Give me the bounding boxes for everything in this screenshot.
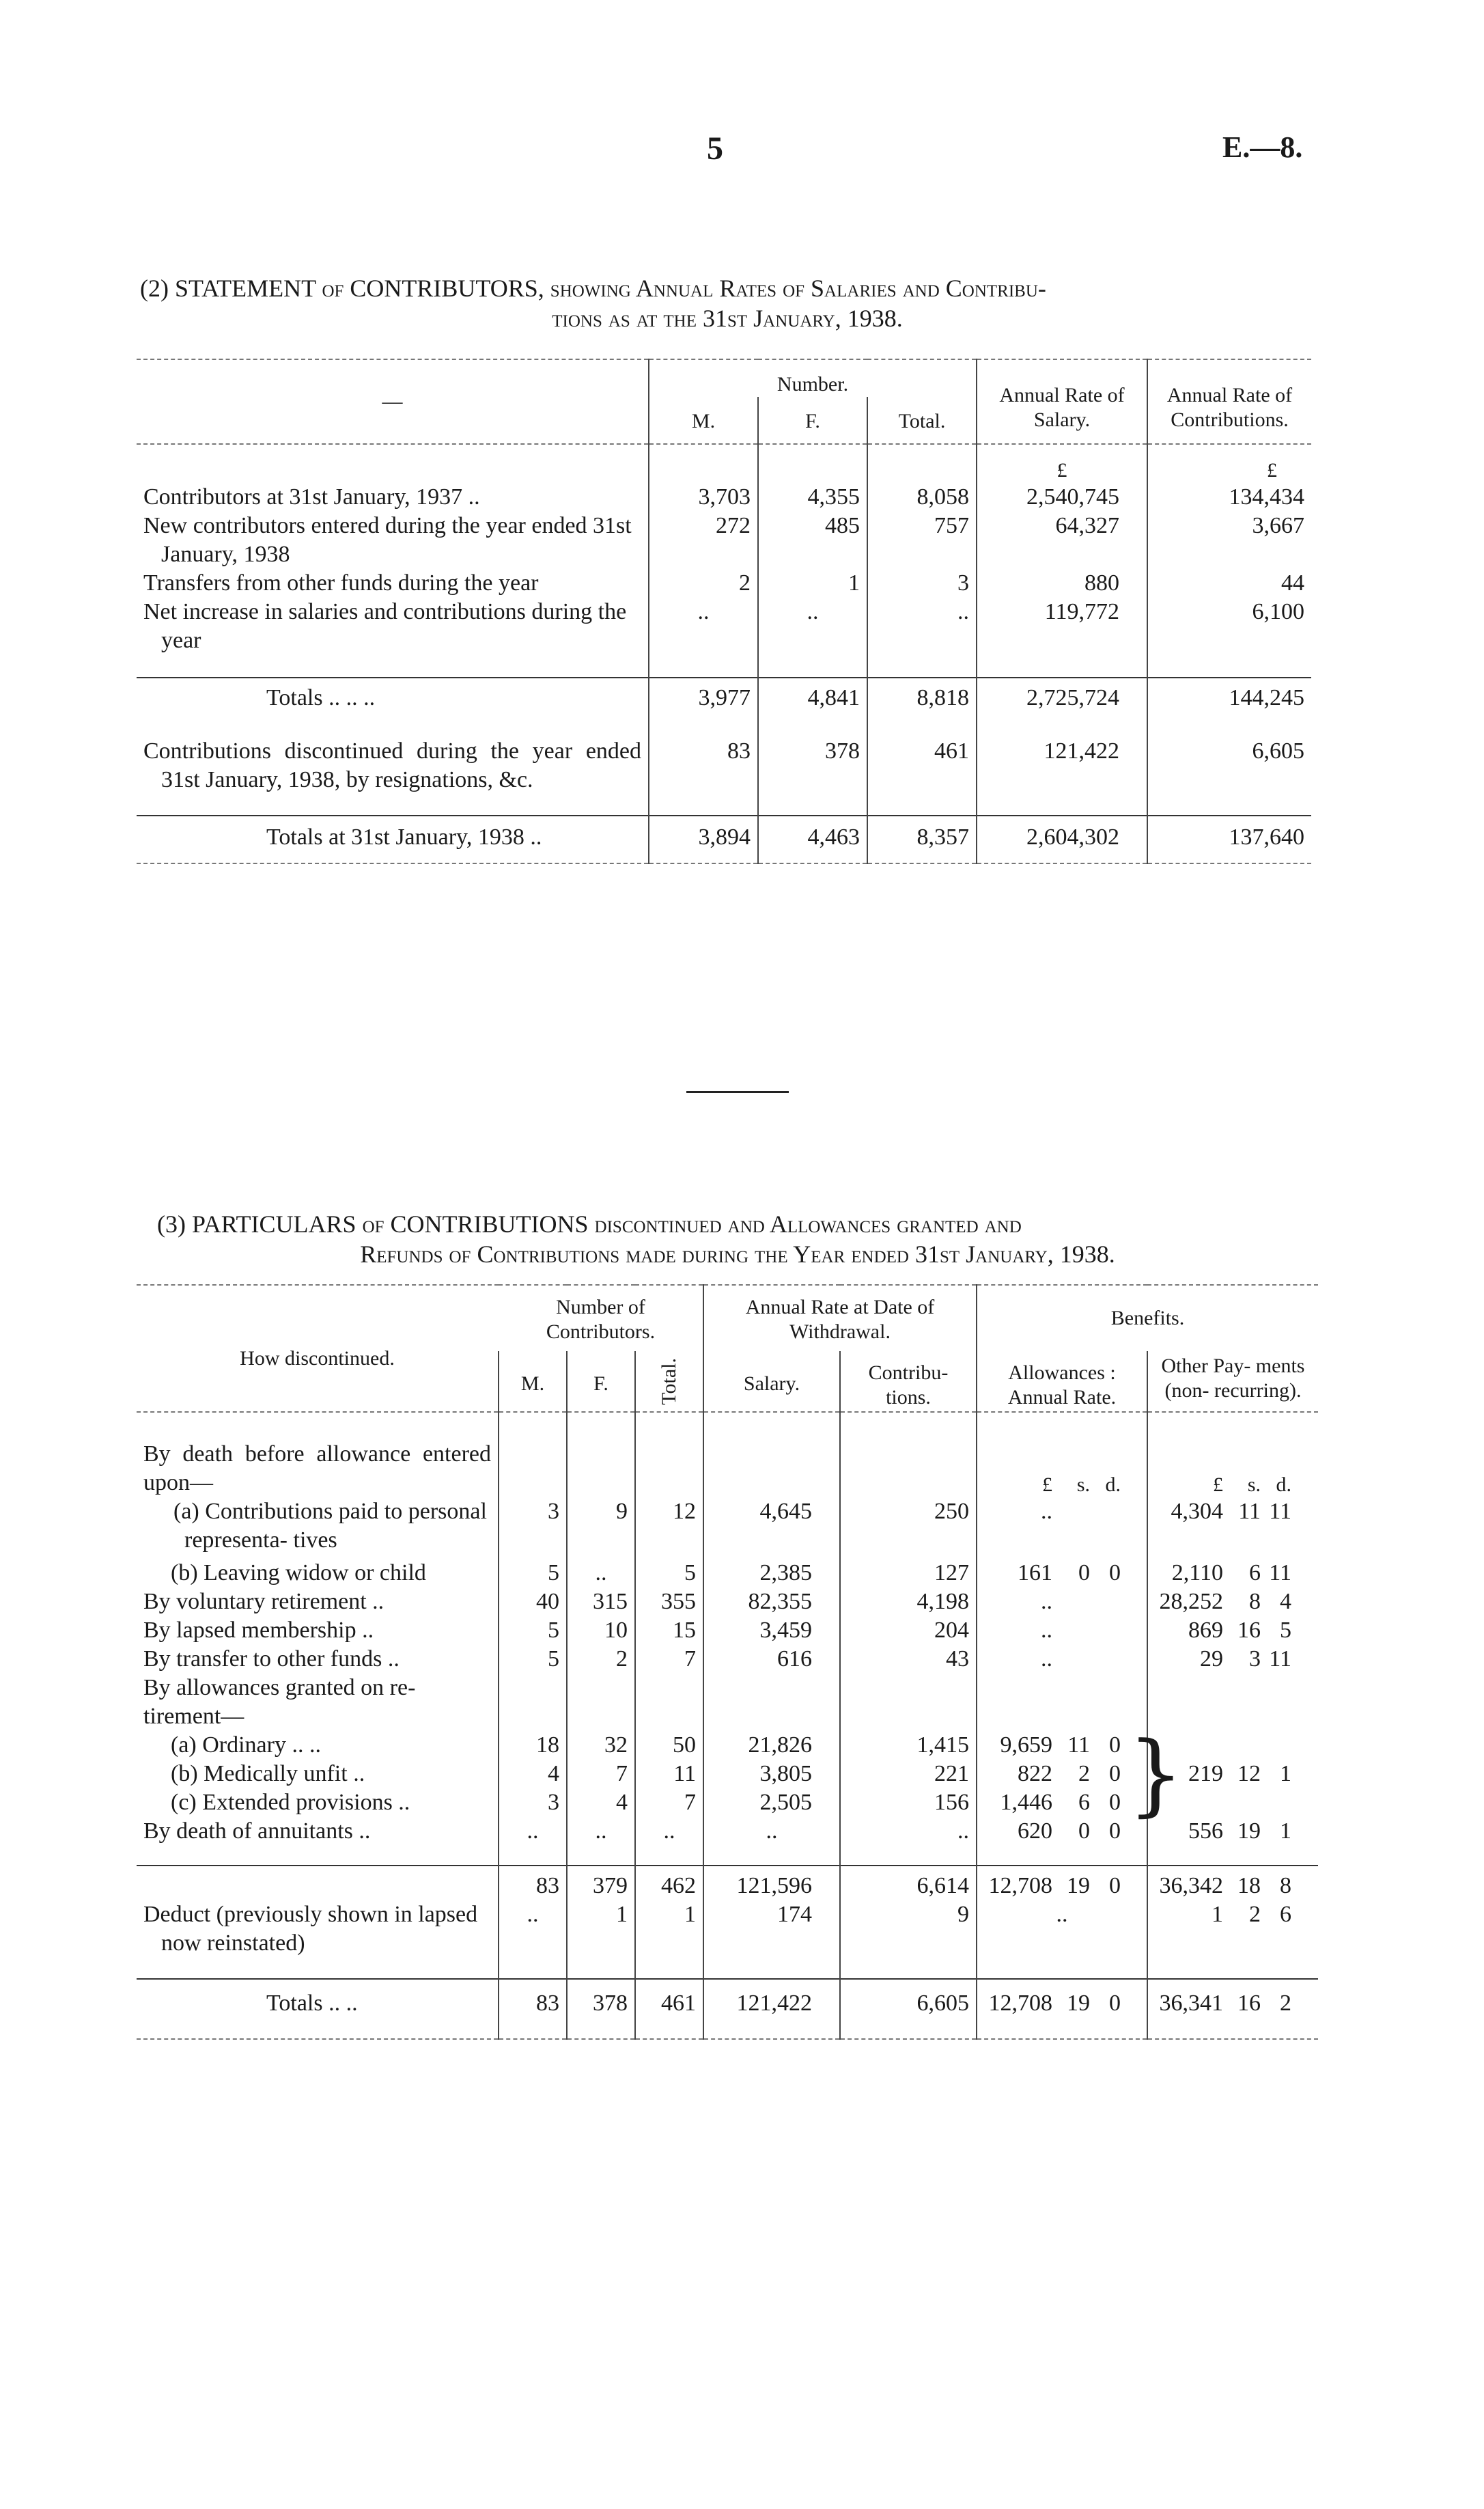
cell-contrib: 204 [840,1616,977,1645]
cell-total: 15 [635,1616,703,1645]
table-row [137,1588,1318,1616]
row-label: (a) Contributions paid to personal representa- tives [173,1498,487,1553]
header-how: How discontinued. [240,1346,395,1370]
cell-allowance [977,1866,1147,1900]
amount-pounds: .. [1041,1498,1052,1524]
cell-allowance [977,1788,1147,1817]
pound-sign: £ [1042,1473,1052,1496]
cell-other [1147,1616,1318,1645]
cell-m: .. [649,598,758,655]
cell-contrib: 1,415 [840,1731,977,1760]
cell-contrib: 6,605 [840,1979,977,2039]
cell-total: 50 [635,1731,703,1760]
amount-pounds: 822 [1018,1760,1052,1786]
table-row-totals [137,1979,1318,2039]
cell-f: 9 [567,1497,635,1555]
header-f: F. [567,1351,635,1412]
cell-salary: 2,725,724 [977,678,1147,712]
row-label: Deduct (previously shown in lapsed now reinstated) [143,1901,478,1956]
cell-allowance: .. [977,1900,1147,1979]
amount-pounds: 1,446 [1000,1789,1052,1815]
cell-contrib: 43 [840,1645,977,1674]
table-row [137,569,1311,598]
row-label: (b) Leaving widow or child [171,1560,426,1585]
table-row [137,512,1311,569]
amount-pounds: 219 [1188,1760,1223,1786]
amount-shillings: 2 [1249,1901,1261,1927]
cell-total: 7 [635,1645,703,1674]
pence-sign: d. [1276,1473,1291,1496]
cell-salary: 880 [977,569,1147,598]
row-label: Contributions discontinued during the year ended 31st January, 1938, by resignations, &c. [143,738,641,792]
cell-other [1147,1555,1318,1588]
cell-salary: 121,422 [703,1979,840,2039]
table-row [137,1616,1318,1645]
cell-f: 32 [567,1731,635,1760]
cell-total: .. [867,598,977,655]
statement-title [140,273,1315,333]
header-other: Other Pay- ments (non- recurring). [1147,1351,1318,1412]
cell-f: 10 [567,1616,635,1645]
cell-total: 8,058 [867,483,977,512]
header-number: Number of Contributors. [546,1296,656,1343]
row-label: By transfer to other funds .. [143,1646,400,1672]
amount-pence: 1 [1280,1818,1291,1844]
cell-salary: 2,505 [703,1788,840,1817]
title-part: (2) STATEMENT [140,275,316,302]
cell-salary: 121,596 [703,1866,840,1900]
amount-pounds: 12,708 [988,1872,1052,1898]
amount-shillings: 6 [1249,1560,1261,1585]
cell-salary: 2,540,745 [977,483,1147,512]
cell-f: 378 [567,1979,635,2039]
row-label: Contributors at 31st January, 1937 .. [143,484,480,510]
cell-total: 3 [867,569,977,598]
pound-sign: £ [1147,444,1311,483]
amount-pence: 0 [1109,1789,1121,1815]
table-row [137,483,1311,512]
cell-total: 355 [635,1588,703,1616]
cell-m: 40 [499,1588,567,1616]
table-row [137,1440,1318,1497]
table-row [137,598,1311,655]
cell-m: 3,894 [649,816,758,863]
row-label [137,1674,499,1731]
cell-f: 1 [758,569,867,598]
row-label: Transfers from other funds during the year [143,570,539,596]
amount-pence: 0 [1109,1732,1121,1758]
cell-contrib: 137,640 [1147,816,1311,863]
cell-allowance [977,1555,1147,1588]
cell-total: 12 [635,1497,703,1555]
table-row-deduct [137,1900,1318,1979]
cell-other [1147,1866,1318,1900]
cell-other [1147,1588,1318,1616]
cell-m: 2 [649,569,758,598]
cell-contrib: 144,245 [1147,678,1311,712]
amount-pence: 1 [1280,1760,1291,1786]
amount-pounds: 1 [1212,1901,1223,1927]
table-row [137,1555,1318,1588]
cell-f: 315 [567,1588,635,1616]
amount-shillings: 12 [1237,1760,1261,1786]
section-divider [686,1091,789,1093]
other-currency-header [1147,1440,1318,1497]
cell-m: .. [499,1900,567,1979]
title-part: showing Annual Rates of Salaries and Contribu- [550,275,1046,302]
table-row [137,1497,1318,1555]
title-part: of [322,275,344,302]
cell-salary: 121,422 [977,712,1147,794]
row-label: (c) Extended provisions .. [171,1789,410,1815]
amount-shillings: 18 [1237,1872,1261,1898]
cell-allowance [977,1497,1147,1555]
cell-f: 4,463 [758,816,867,863]
table-row [137,1731,1318,1760]
amount-shillings: 6 [1078,1789,1090,1815]
amount-pounds: 36,341 [1159,1990,1223,2016]
cell-other [1147,1900,1318,1979]
cell-f: 4 [567,1788,635,1817]
pence-sign: d. [1105,1473,1121,1496]
amount-pence: 11 [1269,1560,1291,1585]
amount-shillings: 8 [1249,1588,1261,1614]
cell-total: 461 [867,712,977,794]
cell-m: 4 [499,1760,567,1788]
table-row [137,712,1311,794]
amount-pounds: 12,708 [988,1990,1052,2016]
header-m: M. [649,397,758,444]
cell-allowance [977,1616,1147,1645]
cell-m: 83 [499,1866,567,1900]
cell-total: 5 [635,1555,703,1588]
amount-pounds: 620 [1018,1818,1052,1844]
cell-m: 3 [499,1497,567,1555]
cell-salary: 4,645 [703,1497,840,1555]
cell-f: 485 [758,512,867,569]
amount-pounds: 9,659 [1000,1732,1052,1758]
header-benefits: Benefits. [977,1285,1318,1351]
amount-pence: 5 [1280,1617,1291,1643]
amount-pounds: .. [1041,1646,1052,1672]
amount-pounds: 869 [1188,1617,1223,1643]
cell-total: 461 [635,1979,703,2039]
amount-pounds: 161 [1018,1560,1052,1585]
title-part: CONTRIBUTIONS [390,1210,589,1238]
amount-pence: 11 [1269,1646,1291,1672]
cell-m: 3,703 [649,483,758,512]
cell-f: 4,841 [758,678,867,712]
cell-salary: .. [703,1817,840,1846]
amount-pounds: 556 [1188,1818,1223,1844]
cell-allowance [977,1588,1147,1616]
cell-total: 462 [635,1866,703,1900]
cell-contrib: 134,434 [1147,483,1311,512]
cell-contrib: 6,605 [1147,712,1311,794]
amount-shillings: 2 [1078,1760,1090,1786]
row-label: Totals .. .. [266,1990,358,2016]
amount-shillings: 0 [1078,1560,1090,1585]
row-label-text: By death before allowance entered upon— [143,1441,491,1495]
cell-total: 8,357 [867,816,977,863]
cell-f: 378 [758,712,867,794]
title-part: Refunds of Contributions made during the Year ended 31st January, 1938. [360,1240,1115,1268]
row-label: Totals .. .. .. [266,685,376,710]
amount-pounds: 2,110 [1171,1560,1223,1585]
cell-contrib: 44 [1147,569,1311,598]
header-number: Number. [649,359,977,397]
amount-shillings: 16 [1237,1617,1261,1643]
cell-salary: 119,772 [977,598,1147,655]
row-label [137,1440,499,1497]
row-label: By death of annuitants .. [143,1818,371,1844]
amount-shillings: 19 [1067,1990,1090,2016]
title-part: of [362,1210,384,1238]
particulars-table [137,1284,1318,2040]
title-part: discontinued and Allowances granted and [594,1210,1022,1238]
table-row [137,1645,1318,1674]
cell-total: 7 [635,1788,703,1817]
page-number: 5 [707,130,723,167]
amount-pence: 0 [1109,1818,1121,1844]
cell-salary: 2,604,302 [977,816,1147,863]
amount-shillings: 19 [1237,1818,1261,1844]
cell-m: 5 [499,1616,567,1645]
shilling-sign: s. [1076,1473,1090,1496]
cell-allowance [977,1760,1147,1788]
pound-sign: £ [1213,1473,1223,1496]
cell-m: .. [499,1817,567,1846]
cell-contrib: 250 [840,1497,977,1555]
row-label-text: By allowances granted on re- tirement— [143,1674,416,1729]
cell-allowance [977,1979,1147,2039]
row-label: New contributors entered during the year ended 31st January, 1938 [143,513,632,567]
amount-shillings: 19 [1067,1872,1090,1898]
row-label: Totals at 31st January, 1938 .. [266,824,542,850]
cell-m: 3,977 [649,678,758,712]
cell-f: .. [567,1817,635,1846]
cell-total: 11 [635,1760,703,1788]
cell-salary: 616 [703,1645,840,1674]
header-contrib: Contribu- tions. [840,1351,977,1412]
cell-salary: 2,385 [703,1555,840,1588]
title-part: tions as at the 31st January, 1938. [552,305,903,332]
header-contributions: Annual Rate of Contributions. [1147,359,1311,444]
cell-f: .. [567,1555,635,1588]
cell-allowance [977,1645,1147,1674]
amount-pence: 6 [1280,1901,1291,1927]
amount-shillings: 11 [1238,1498,1261,1524]
amount-pounds: .. [1041,1617,1052,1643]
amount-pounds: .. [1041,1588,1052,1614]
amount-pence: 0 [1109,1760,1121,1786]
cell-contrib: 127 [840,1555,977,1588]
cell-m: 5 [499,1555,567,1588]
pound-sign: £ [977,444,1147,483]
cell-contrib: 4,198 [840,1588,977,1616]
cell-f: 4,355 [758,483,867,512]
table-row-totals [137,678,1311,712]
cell-m: 83 [499,1979,567,2039]
cell-f: .. [758,598,867,655]
shilling-sign: s. [1247,1473,1261,1496]
cell-contrib: 9 [840,1900,977,1979]
header-salary: Salary. [703,1351,840,1412]
cell-salary: 3,805 [703,1760,840,1788]
cell-allowance [977,1817,1147,1846]
header-allowances: Allowances : Annual Rate. [977,1351,1147,1412]
row-label: (a) Ordinary .. .. [171,1732,321,1758]
header-dash: — [382,390,403,413]
cell-salary: 174 [703,1900,840,1979]
header-salary: Annual Rate of Salary. [977,359,1147,444]
cell-f: 379 [567,1866,635,1900]
cell-f: 1 [567,1900,635,1979]
document-reference: E.—8. [1222,130,1303,164]
title-part: (3) PARTICULARS [157,1210,356,1238]
header-rate: Annual Rate at Date of Withdrawal. [703,1285,977,1351]
cell-salary: 82,355 [703,1588,840,1616]
amount-pounds: 4,304 [1171,1498,1223,1524]
amount-shillings: 0 [1078,1818,1090,1844]
amount-pence: 0 [1109,1990,1121,2016]
amount-pounds: 36,342 [1159,1872,1223,1898]
header-m: M. [499,1351,567,1412]
cell-f: 7 [567,1760,635,1788]
amount-shillings: 3 [1249,1646,1261,1672]
cell-salary: 21,826 [703,1731,840,1760]
cell-other [1147,1645,1318,1674]
amount-shillings: 11 [1067,1732,1090,1758]
cell-contrib: 3,667 [1147,512,1311,569]
contributors-statement-table [137,359,1311,864]
cell-total: 757 [867,512,977,569]
cell-other-grouped [1128,1721,1318,1826]
amount-pence: 0 [1109,1872,1121,1898]
header-total: Total. [867,397,977,444]
amount-pence: 4 [1280,1588,1291,1614]
cell-m: 18 [499,1731,567,1760]
cell-total: .. [635,1817,703,1846]
table-row-subtotal [137,1866,1318,1900]
cell-total: 8,818 [867,678,977,712]
cell-m: 83 [649,712,758,794]
table-row-grand-totals [137,816,1311,863]
cell-m: 5 [499,1645,567,1674]
row-label: Net increase in salaries and contributions during the year [143,599,627,653]
cell-contrib: 156 [840,1788,977,1817]
cell-m: 3 [499,1788,567,1817]
cell-other [1147,1497,1318,1555]
amount-pounds: 28,252 [1159,1588,1223,1614]
right-brace-icon: } [1128,1721,1184,1826]
row-label: (b) Medically unfit .. [171,1760,365,1786]
cell-m: 272 [649,512,758,569]
amount-pence: 8 [1280,1872,1291,1898]
allowance-currency-header [977,1440,1147,1497]
header-total-text: Total. [658,1358,680,1405]
amount-pounds: 29 [1200,1646,1223,1672]
amount-pence: 0 [1109,1560,1121,1585]
amount-pence: 11 [1269,1498,1291,1524]
title-part: CONTRIBUTORS, [350,275,544,302]
row-label: By lapsed membership .. [143,1617,374,1643]
header-f: F. [758,397,867,444]
cell-total: 1 [635,1900,703,1979]
cell-salary: 3,459 [703,1616,840,1645]
cell-contrib: 6,614 [840,1866,977,1900]
header-total [635,1351,703,1412]
amount-pence: 2 [1280,1990,1291,2016]
cell-contrib: 221 [840,1760,977,1788]
cell-contrib: 6,100 [1147,598,1311,655]
cell-f: 2 [567,1645,635,1674]
cell-contrib: .. [840,1817,977,1846]
cell-allowance [977,1731,1147,1760]
row-label: By voluntary retirement .. [143,1588,384,1614]
cell-other [1147,1979,1318,2039]
amount-shillings: 16 [1237,1990,1261,2016]
particulars-title [157,1209,1318,1269]
cell-salary: 64,327 [977,512,1147,569]
